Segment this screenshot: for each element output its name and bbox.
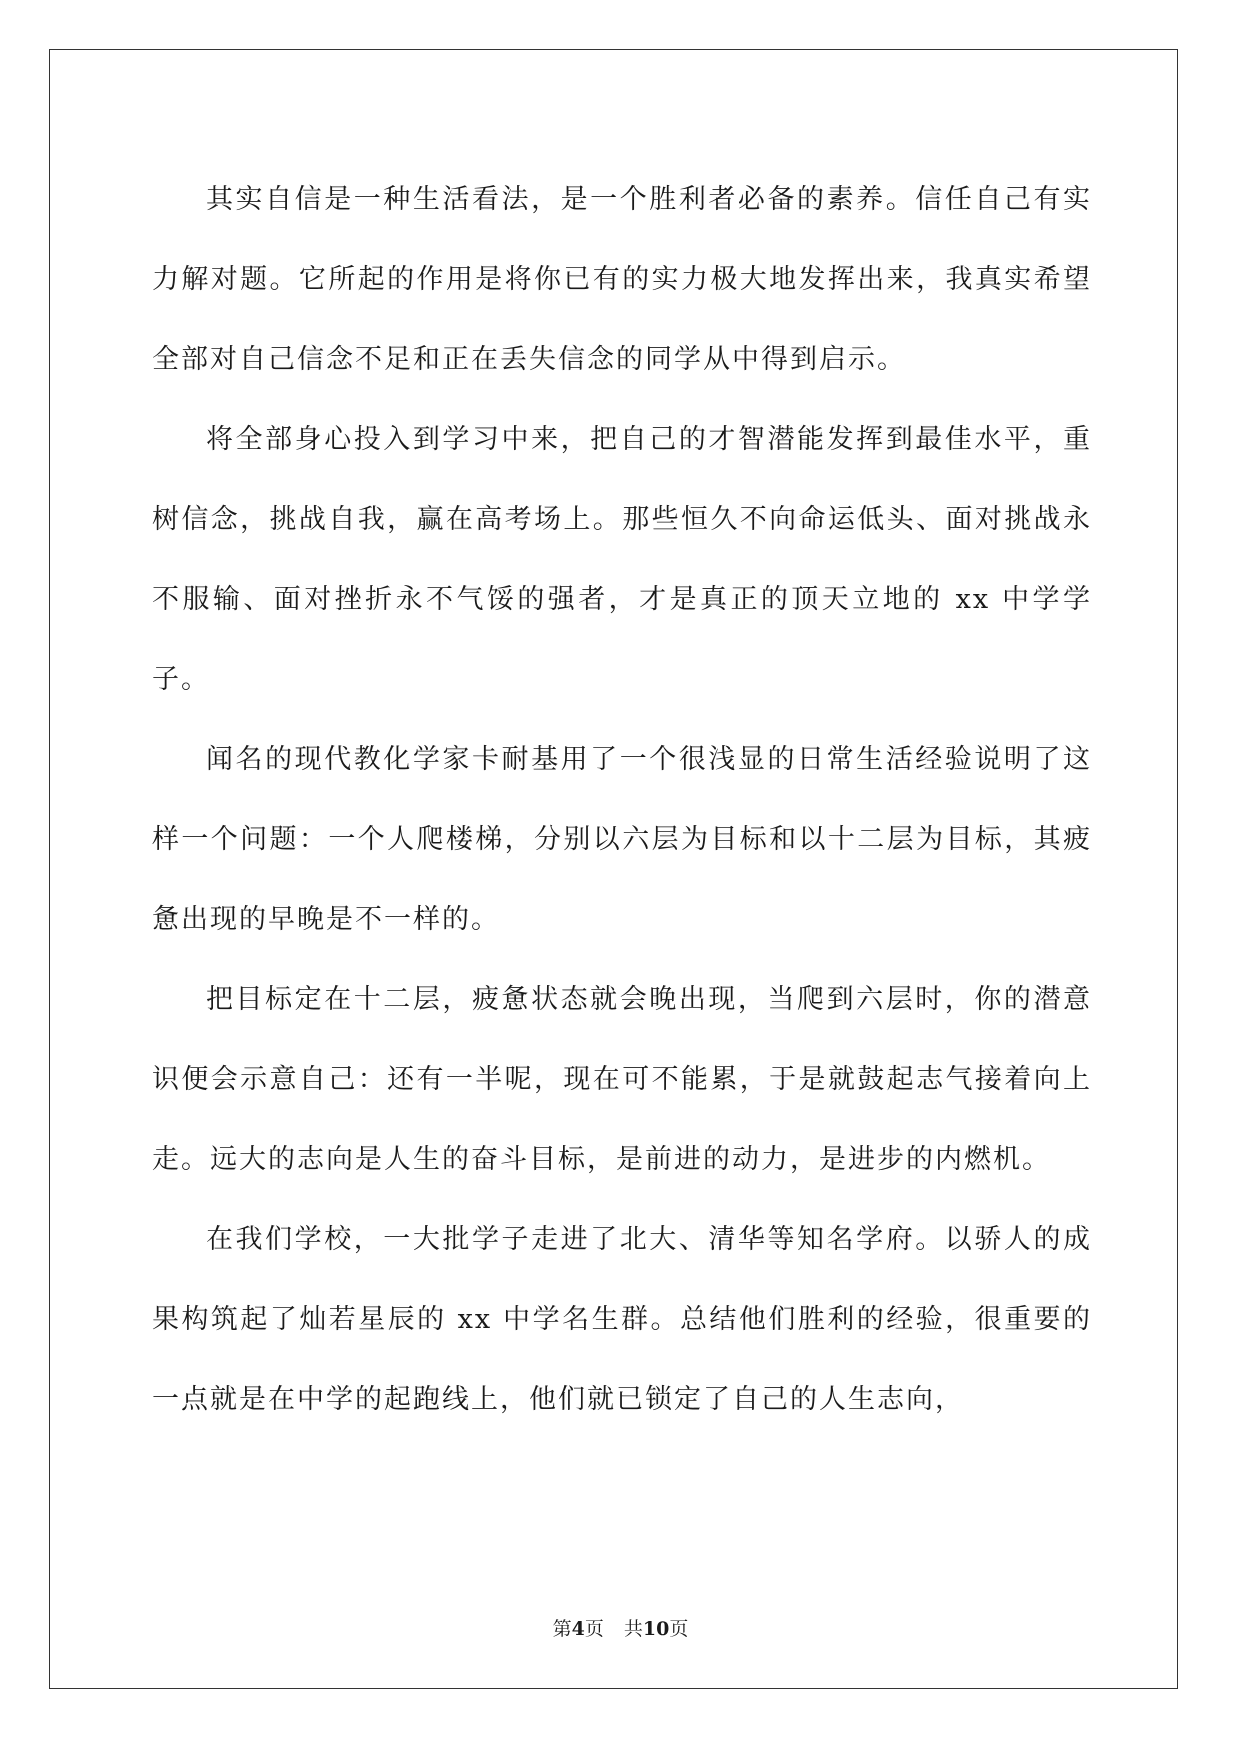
page-number: 4 — [571, 1618, 585, 1640]
page-suffix: 页 — [584, 1618, 604, 1640]
total-suffix: 页 — [669, 1618, 689, 1640]
page-prefix: 第 — [552, 1618, 572, 1640]
document-body — [152, 160, 1092, 1440]
paragraph: 将全部身心投入到学习中来，把自己的才智潜能发挥到最佳水平，重树信念，挑战自我，赢在高考场上。那些恒久不向命运低头、面对挑战永不服输、面对挫折永不气馁的强者，才是真正的顶天立地的 xx 中学学子。 — [152, 424, 1092, 695]
paragraph: 闻名的现代教化学家卡耐基用了一个很浅显的日常生活经验说明了这样一个问题：一个人爬楼梯，分别以六层为目标和以十二层为目标，其疲惫出现的早晚是不一样的。 — [152, 744, 1092, 935]
paragraph: 在我们学校，一大批学子走进了北大、清华等知名学府。以骄人的成果构筑起了灿若星辰的 xx 中学名生群。总结他们胜利的经验，很重要的一点就是在中学的起跑线上，他们就已锁定了自己的人生志向， — [152, 1224, 1092, 1415]
paragraph: 其实自信是一种生活看法，是一个胜利者必备的素养。信任自己有实力解对题。它所起的作用是将你已有的实力极大地发挥出来，我真实希望全部对自己信念不足和正在丢失信念的同学从中得到启示。 — [152, 184, 1092, 375]
paragraph: 把目标定在十二层，疲惫状态就会晚出现，当爬到六层时，你的潜意识便会示意自己：还有一半呢，现在可不能累，于是就鼓起志气接着向上走。远大的志向是人生的奋斗目标，是前进的动力，是进步的内燃机。 — [152, 984, 1092, 1175]
total-prefix: 共 — [623, 1618, 643, 1640]
total-pages: 10 — [642, 1618, 670, 1640]
page-footer — [0, 1614, 1241, 1641]
